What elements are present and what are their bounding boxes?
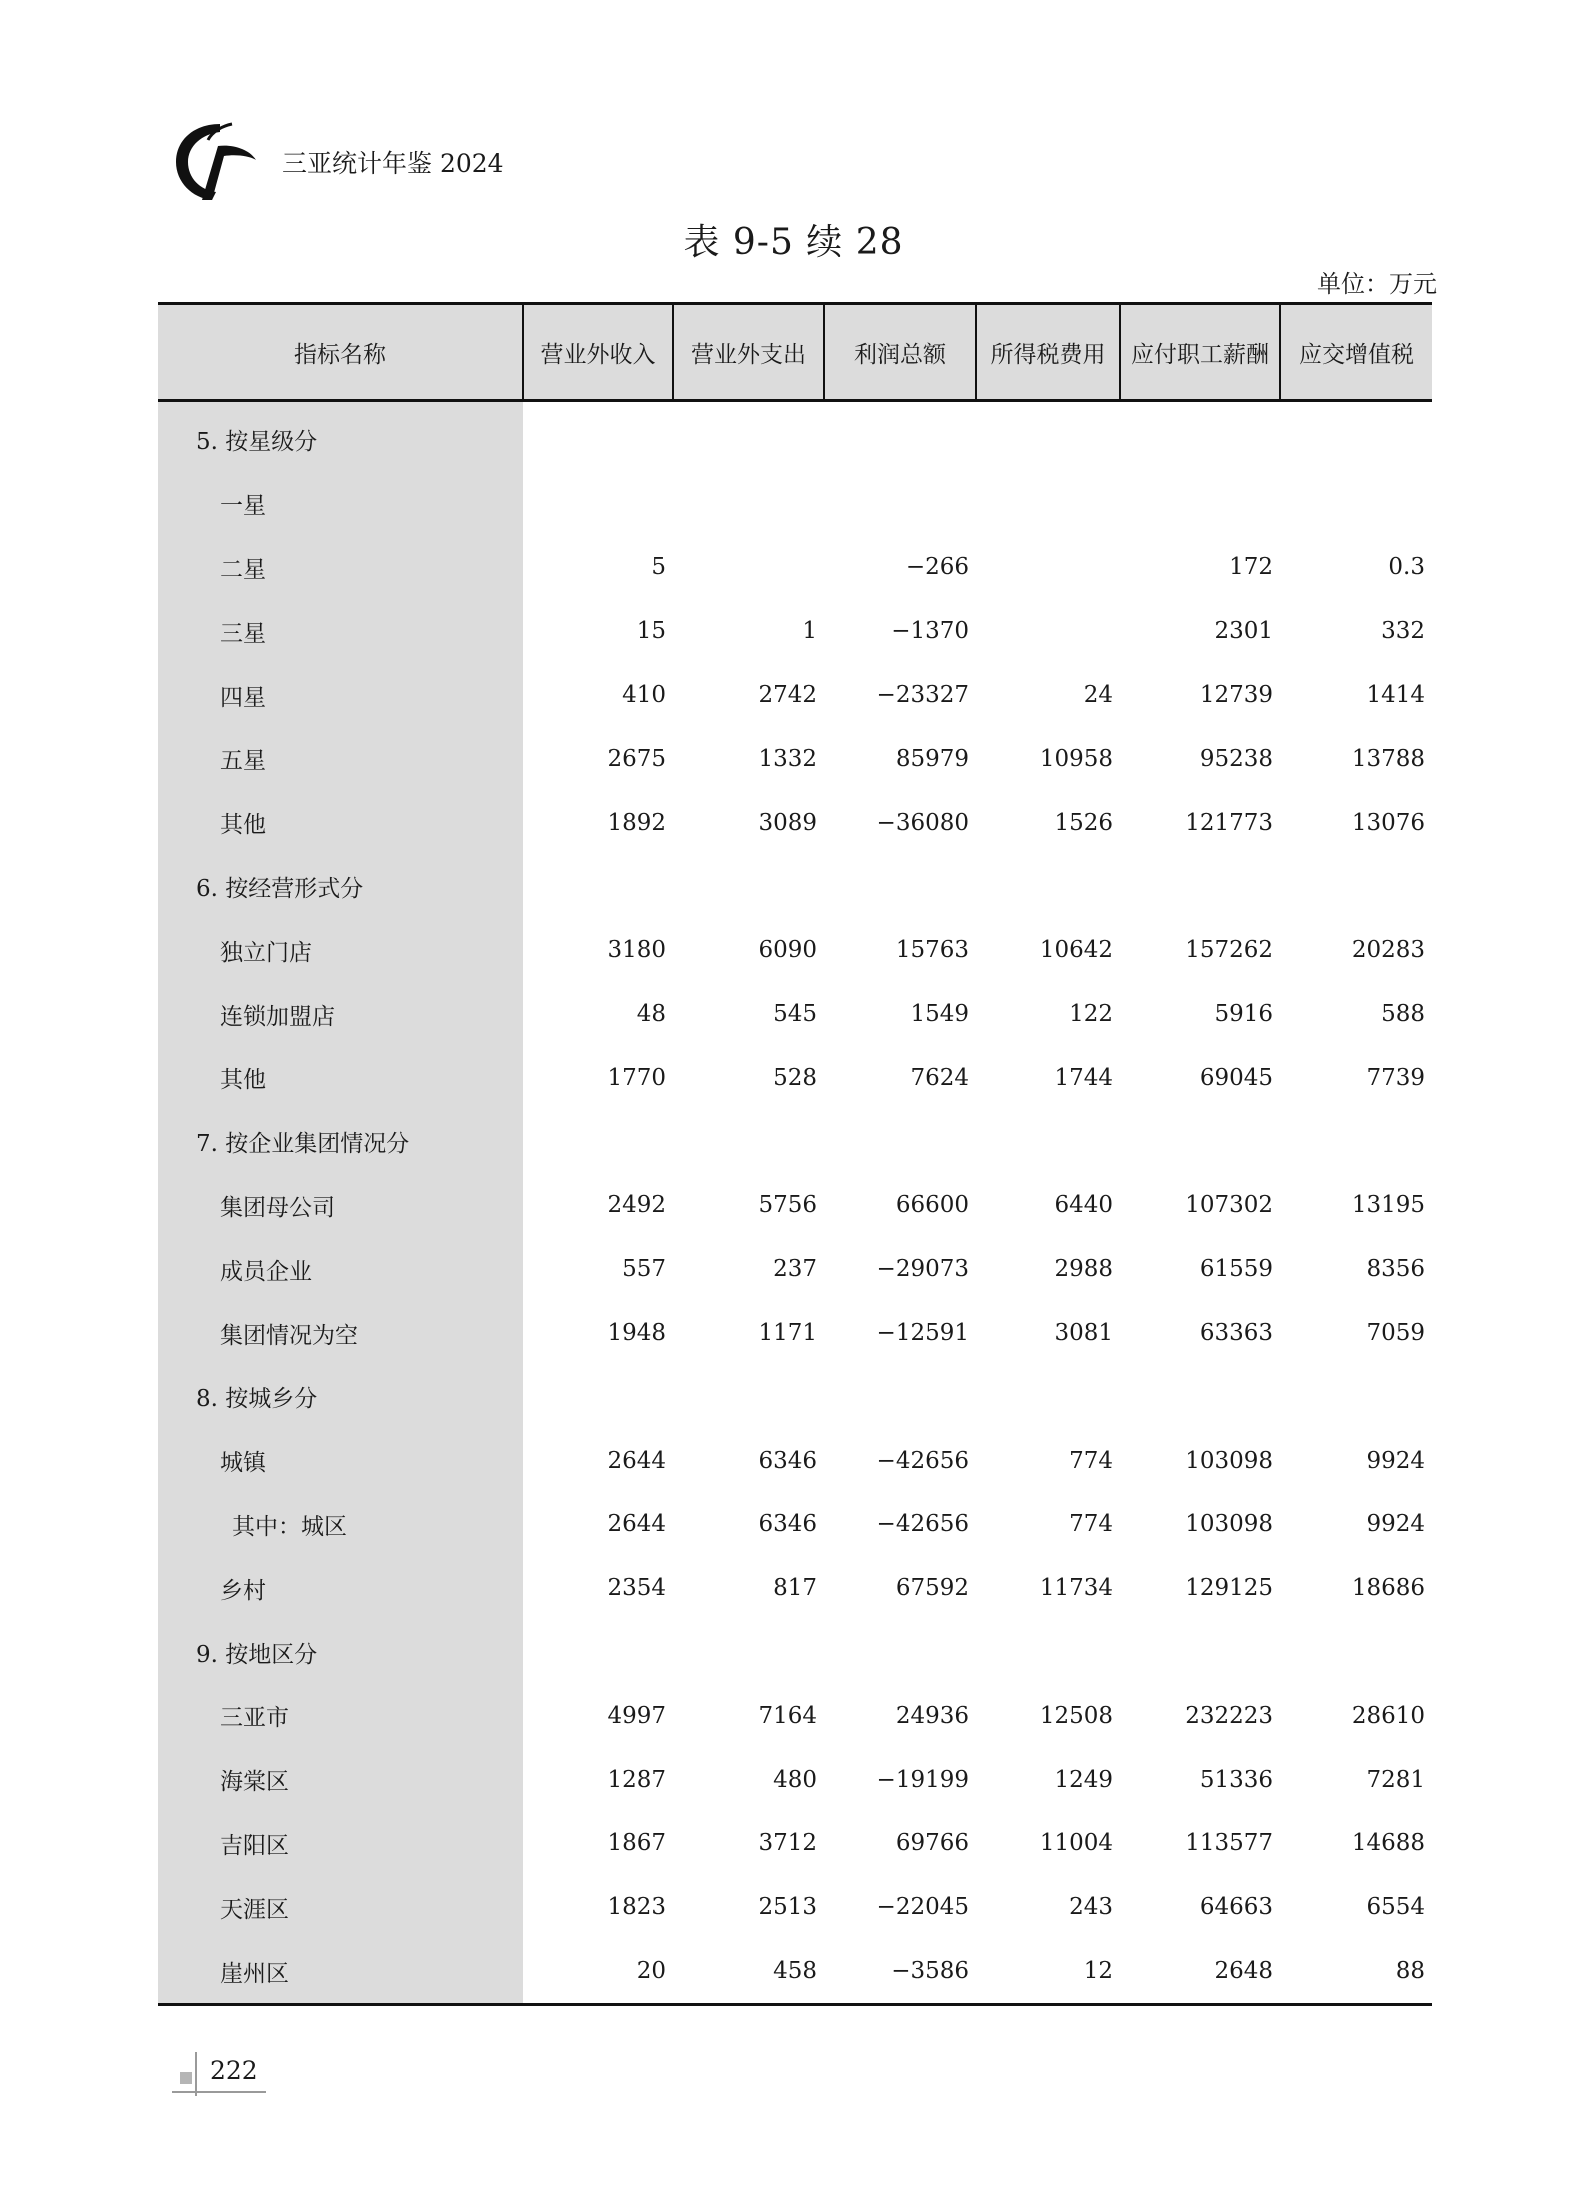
table-cell: 1171: [758, 1320, 817, 1347]
table-cell: 20283: [1351, 937, 1425, 964]
column-header-name: 指标名称: [158, 304, 523, 401]
table-cell: 122: [1069, 1001, 1113, 1028]
table-cell: [976, 401, 1120, 472]
table-cell: [523, 855, 673, 919]
table-row: [158, 472, 1432, 536]
table-row: [158, 1301, 1432, 1365]
table-cell: 528: [773, 1064, 817, 1091]
table-cell: 4997: [607, 1702, 666, 1729]
table-cell: −19199: [876, 1766, 969, 1793]
table-cell: [673, 1365, 824, 1429]
table-cell: [976, 855, 1120, 919]
table-title: 表 9-5 续 28: [683, 222, 904, 263]
table-cell: 1770: [607, 1064, 666, 1091]
table-row: [158, 1493, 1432, 1557]
table-cell: [976, 1365, 1120, 1429]
table-cell: 1526: [1054, 809, 1113, 836]
table-cell: 237: [773, 1256, 817, 1283]
table-cell: [824, 1110, 976, 1174]
statistics-table: [158, 302, 1432, 2006]
table-row: [158, 536, 1432, 600]
table-cell: 11004: [1039, 1830, 1113, 1857]
table-row: [158, 1939, 1432, 2004]
table-cell: 1249: [1054, 1766, 1113, 1793]
table-cell: [1280, 472, 1432, 536]
table-cell: 15763: [895, 937, 969, 964]
table-row: [158, 1684, 1432, 1748]
table-cell: [1280, 1365, 1432, 1429]
table-cell: [673, 1110, 824, 1174]
table-cell: 8356: [1366, 1256, 1425, 1283]
table-cell: 15: [636, 618, 666, 645]
table-cell: 129125: [1185, 1575, 1273, 1602]
table-cell: [976, 1110, 1120, 1174]
page-divider-vertical: [195, 2052, 197, 2096]
table-cell: 1948: [607, 1320, 666, 1347]
table-cell: [976, 536, 1120, 600]
table-cell: 88: [1280, 1939, 1432, 2004]
table-section-row: [158, 1110, 1432, 1174]
table-cell: 1: [802, 618, 817, 645]
table-cell: 61559: [1199, 1256, 1273, 1283]
row-label: 7. 按企业集团情况分: [158, 1110, 523, 1174]
page-corner-mark: [180, 2072, 192, 2084]
table-cell: [1120, 1110, 1280, 1174]
table-cell: [976, 472, 1120, 536]
table-section-row: [158, 1365, 1432, 1429]
row-label: 9. 按地区分: [158, 1620, 523, 1684]
table-cell: 66600: [895, 1192, 969, 1219]
table-cell: 458: [673, 1939, 824, 2004]
table-cell: [523, 1110, 673, 1174]
table-cell: 1892: [607, 809, 666, 836]
table-cell: 1823: [607, 1894, 666, 1921]
row-label: 6. 按经营形式分: [158, 855, 523, 919]
table-cell: 2742: [758, 682, 817, 709]
row-label: 其他: [158, 791, 523, 855]
table-cell: −22045: [876, 1894, 969, 1921]
table-cell: 51336: [1199, 1766, 1273, 1793]
table-cell: [1280, 1110, 1432, 1174]
table-cell: [523, 1365, 673, 1429]
row-label: 崖州区: [158, 1939, 523, 2004]
table-cell: −42656: [876, 1511, 969, 1538]
row-label: 城镇: [158, 1429, 523, 1493]
column-header: 利润总额: [824, 304, 976, 401]
table-cell: 1332: [758, 745, 817, 772]
row-label: 成员企业: [158, 1237, 523, 1301]
table-cell: 2988: [1054, 1256, 1113, 1283]
table-cell: [673, 472, 824, 536]
table-cell: 13788: [1351, 745, 1425, 772]
table-cell: 6090: [758, 937, 817, 964]
table-cell: [1120, 472, 1280, 536]
table-cell: 2675: [607, 745, 666, 772]
table-cell: 10642: [1039, 937, 1113, 964]
table-cell: 20: [523, 1939, 673, 2004]
table-row: [158, 599, 1432, 663]
table-cell: 63363: [1199, 1320, 1273, 1347]
table-cell: [1120, 855, 1280, 919]
table-cell: −12591: [876, 1320, 969, 1347]
row-label: 海棠区: [158, 1748, 523, 1812]
table-cell: 5916: [1214, 1001, 1273, 1028]
table-cell: −29073: [876, 1256, 969, 1283]
table-cell: 1744: [1054, 1064, 1113, 1091]
table-cell: 1414: [1366, 682, 1425, 709]
row-label: 乡村: [158, 1556, 523, 1620]
table-cell: [523, 1620, 673, 1684]
table-section-row: [158, 855, 1432, 919]
table-cell: 95238: [1199, 745, 1273, 772]
table-cell: 85979: [895, 745, 969, 772]
table-cell: 545: [773, 1001, 817, 1028]
table-cell: 588: [1381, 1001, 1425, 1028]
table-cell: [1280, 855, 1432, 919]
table-cell: [523, 472, 673, 536]
table-cell: 2644: [607, 1511, 666, 1538]
row-label: 天涯区: [158, 1875, 523, 1939]
table-row: [158, 1556, 1432, 1620]
row-label: 五星: [158, 727, 523, 791]
table-cell: 2492: [607, 1192, 666, 1219]
table-cell: 13076: [1351, 809, 1425, 836]
table-cell: 1287: [607, 1766, 666, 1793]
table-cell: 410: [622, 682, 666, 709]
table-section-row: [158, 401, 1432, 472]
table-cell: [824, 401, 976, 472]
table-body: [158, 401, 1432, 2005]
table-cell: 7281: [1366, 1766, 1425, 1793]
table-cell: 774: [1069, 1447, 1113, 1474]
table-cell: 107302: [1185, 1192, 1273, 1219]
table-cell: 9924: [1366, 1511, 1425, 1538]
page-number: 222: [210, 2056, 258, 2085]
table-header-row: [158, 304, 1432, 401]
table-cell: 7059: [1366, 1320, 1425, 1347]
table-cell: [824, 855, 976, 919]
table-cell: [824, 1365, 976, 1429]
table-cell: −36080: [876, 809, 969, 836]
table-cell: 7739: [1366, 1064, 1425, 1091]
table-cell: 14688: [1351, 1830, 1425, 1857]
table-cell: 2513: [758, 1894, 817, 1921]
table-cell: 6440: [1054, 1192, 1113, 1219]
table-row: [158, 1174, 1432, 1238]
table-cell: 7164: [758, 1702, 817, 1729]
table-cell: 232223: [1185, 1702, 1273, 1729]
table-cell: [673, 401, 824, 472]
table-cell: 13195: [1351, 1192, 1425, 1219]
row-label: 其他: [158, 1046, 523, 1110]
table-cell: 64663: [1199, 1894, 1273, 1921]
table-cell: 817: [773, 1575, 817, 1602]
table-cell: 1549: [910, 1001, 969, 1028]
row-label: 三亚市: [158, 1684, 523, 1748]
table-cell: 2648: [1120, 1939, 1280, 2004]
table-cell: 157262: [1185, 937, 1273, 964]
statistics-logo-icon: [172, 118, 262, 204]
table-cell: 113577: [1185, 1830, 1273, 1857]
table-cell: 6554: [1366, 1894, 1425, 1921]
row-label: 集团情况为空: [158, 1301, 523, 1365]
table-cell: 69766: [895, 1830, 969, 1857]
table-row: [158, 1875, 1432, 1939]
table-row: [158, 1046, 1432, 1110]
column-header: 营业外收入: [523, 304, 673, 401]
table-cell: [824, 1620, 976, 1684]
table-cell: [1120, 1620, 1280, 1684]
book-title: 三亚统计年鉴 2024: [282, 149, 504, 178]
table-row: [158, 918, 1432, 982]
row-label: 连锁加盟店: [158, 982, 523, 1046]
table-cell: [1280, 1620, 1432, 1684]
column-header: 应付职工薪酬: [1120, 304, 1280, 401]
table-cell: 3712: [758, 1830, 817, 1857]
table-cell: 2354: [607, 1575, 666, 1602]
table-cell: 6346: [758, 1511, 817, 1538]
table-cell: 12508: [1039, 1702, 1113, 1729]
table-cell: 12: [976, 1939, 1120, 2004]
table-cell: 2644: [607, 1447, 666, 1474]
table-cell: −266: [905, 554, 969, 581]
table-cell: 12739: [1199, 682, 1273, 709]
table-cell: 11734: [1039, 1575, 1113, 1602]
table-cell: 480: [773, 1766, 817, 1793]
table-cell: [1280, 401, 1432, 472]
column-header: 应交增值税: [1280, 304, 1432, 401]
table-cell: 2301: [1214, 618, 1273, 645]
column-header: 所得税费用: [976, 304, 1120, 401]
table-cell: 1867: [607, 1830, 666, 1857]
row-label: 吉阳区: [158, 1812, 523, 1876]
column-header: 营业外支出: [673, 304, 824, 401]
table-cell: 9924: [1366, 1447, 1425, 1474]
row-label: 二星: [158, 536, 523, 600]
page-divider-horizontal: [172, 2091, 266, 2093]
row-label: 三星: [158, 599, 523, 663]
row-label: 8. 按城乡分: [158, 1365, 523, 1429]
table-cell: 7624: [910, 1064, 969, 1091]
table-unit: 单位：万元: [1317, 270, 1437, 298]
table-row: [158, 791, 1432, 855]
table-cell: 103098: [1185, 1447, 1273, 1474]
table-cell: [1120, 401, 1280, 472]
row-label: 集团母公司: [158, 1174, 523, 1238]
table-cell: 3081: [1054, 1320, 1113, 1347]
table-cell: 332: [1381, 618, 1425, 645]
table-cell: 5: [651, 554, 666, 581]
table-row: [158, 1748, 1432, 1812]
table-cell: 103098: [1185, 1511, 1273, 1538]
row-label: 5. 按星级分: [158, 401, 523, 472]
table-cell: 69045: [1199, 1064, 1273, 1091]
table-cell: 48: [636, 1001, 666, 1028]
row-label: 独立门店: [158, 918, 523, 982]
table-cell: 0.3: [1388, 554, 1425, 581]
table-cell: −3586: [824, 1939, 976, 2004]
table-cell: 172: [1229, 554, 1273, 581]
table-cell: [1120, 1365, 1280, 1429]
table-section-row: [158, 1620, 1432, 1684]
table-cell: −23327: [876, 682, 969, 709]
table-cell: [523, 401, 673, 472]
table-cell: [824, 472, 976, 536]
table-row: [158, 982, 1432, 1046]
table-cell: [673, 855, 824, 919]
table-row: [158, 663, 1432, 727]
table-cell: [673, 536, 824, 600]
table-cell: −1370: [891, 618, 969, 645]
table-cell: 121773: [1185, 809, 1273, 836]
table-cell: 24936: [895, 1702, 969, 1729]
row-label: 一星: [158, 472, 523, 536]
table-row: [158, 1429, 1432, 1493]
table-cell: [673, 1620, 824, 1684]
table-cell: [976, 1620, 1120, 1684]
table-cell: 6346: [758, 1447, 817, 1474]
table-cell: [976, 599, 1120, 663]
table-cell: 557: [622, 1256, 666, 1283]
row-label: 其中：城区: [158, 1493, 523, 1557]
table-cell: 28610: [1351, 1702, 1425, 1729]
table-cell: 3089: [758, 809, 817, 836]
table-cell: 774: [1069, 1511, 1113, 1538]
table-cell: 67592: [895, 1575, 969, 1602]
table-row: [158, 1237, 1432, 1301]
table-cell: −42656: [876, 1447, 969, 1474]
table-row: [158, 727, 1432, 791]
table-cell: 24: [1083, 682, 1113, 709]
table-cell: 10958: [1039, 745, 1113, 772]
table-cell: 243: [1069, 1894, 1113, 1921]
table-cell: 18686: [1351, 1575, 1425, 1602]
table-row: [158, 1812, 1432, 1876]
row-label: 四星: [158, 663, 523, 727]
table-cell: 3180: [607, 937, 666, 964]
table-cell: 5756: [758, 1192, 817, 1219]
